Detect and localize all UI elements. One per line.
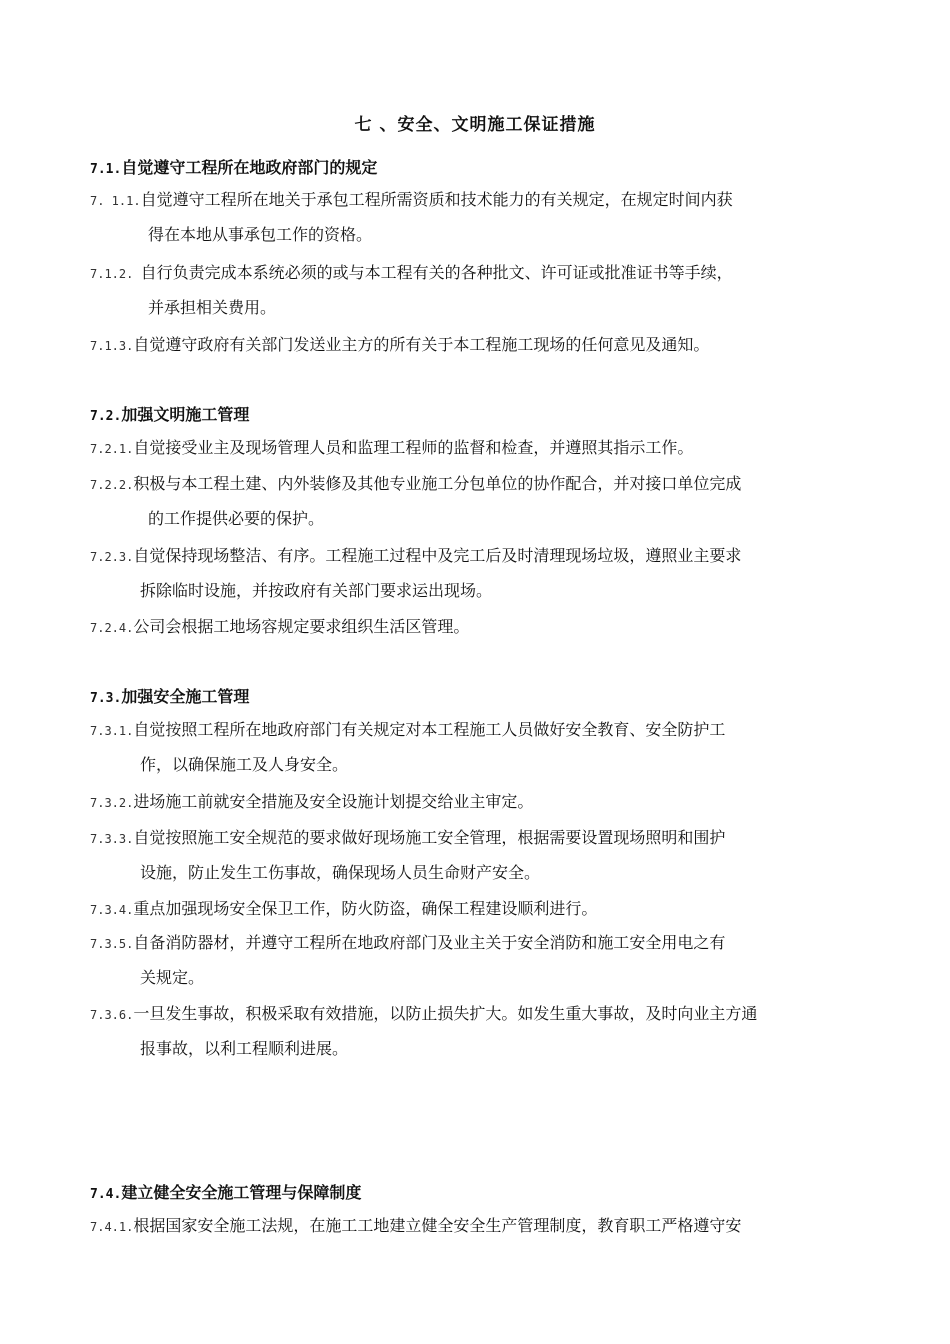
item-text-continued: 得在本地从事承包工作的资格。 [148,225,373,244]
section-heading-7-1 [90,155,377,178]
item-text: 自备消防器材，并遵守工程所在地政府部门及业主关于安全消防和施工安全用电之有 [133,933,726,952]
item-text: 自觉遵守工程所在地关于承包工程所需资质和技术能力的有关规定，在规定时间内获 [140,190,733,209]
item-number: 7.1.2. [90,267,141,281]
item-text: 根据国家安全施工法规，在施工工地建立健全安全生产管理制度，教育职工严格遵守安 [133,1216,742,1235]
item-text-continued: 设施，防止发生工伤事故，确保现场人员生命财产安全。 [140,863,541,882]
section-heading-7-2 [90,402,249,425]
item-number: 7.2.3. [90,550,134,564]
list-item-7-1-3 [90,327,862,362]
item-text: 自觉遵守政府有关部门发送业主方的所有关于本工程施工现场的任何意见及通知。 [133,335,710,354]
section-heading-7-3 [90,684,249,707]
item-text: 自觉按照施工安全规范的要求做好现场施工安全管理，根据需要设置现场照明和围护 [133,828,726,847]
item-number: 7.3.4. [90,903,134,917]
item-text: 公司会根据工地场容规定要求组织生活区管理。 [133,617,470,636]
item-number: 7.2.1. [90,442,134,456]
list-item-7-2-3 [90,538,862,608]
list-item-7-1-2 [90,255,862,325]
item-text: 自觉按照工程所在地政府部门有关规定对本工程施工人员做好安全教育、安全防护工 [133,720,726,739]
item-text-continued: 报事故，以利工程顺利进展。 [140,1039,349,1058]
list-item-7-3-5 [90,925,862,995]
item-number: 7.3.2. [90,796,134,810]
item-text-continued: 并承担相关费用。 [148,298,277,317]
list-item-7-3-2 [90,784,862,819]
list-item-7-4-1 [90,1208,862,1243]
item-text: 进场施工前就安全措施及安全设施计划提交给业主审定。 [133,792,534,811]
item-number: 7.3.3. [90,832,134,846]
item-number: 7.2.4. [90,621,134,635]
section-number: 7.2. [90,409,122,424]
item-text: 自觉接受业主及现场管理人员和监理工程师的监督和检查，并遵照其指示工作。 [133,438,694,457]
list-item-7-2-4 [90,609,862,644]
item-number: 7. 1.1. [90,194,141,208]
section-heading-text: 加强安全施工管理 [121,687,250,706]
item-text-continued: 关规定。 [140,968,205,987]
item-text: 一旦发生事故，积极采取有效措施，以防止损失扩大。如发生重大事故，及时向业主方通 [133,1004,758,1023]
list-item-7-3-1 [90,712,862,782]
item-number: 7.3.6. [90,1008,134,1022]
section-heading-text: 加强文明施工管理 [121,405,250,424]
item-number: 7.1.3. [90,339,134,353]
list-item-7-1-1 [90,182,862,252]
item-text: 自觉保持现场整洁、有序。工程施工过程中及完工后及时清理现场垃圾，遵照业主要求 [133,546,742,565]
document-title: 七 、安全、文明施工保证措施 [354,115,596,135]
list-item-7-3-3 [90,820,862,890]
item-number: 7.3.1. [90,724,134,738]
section-heading-text: 自觉遵守工程所在地政府部门的规定 [121,158,378,177]
section-number: 7.4. [90,1187,122,1202]
section-heading-text: 建立健全安全施工管理与保障制度 [121,1183,362,1202]
item-number: 7.3.5. [90,937,134,951]
item-number: 7.4.1. [90,1220,134,1234]
list-item-7-2-2 [90,466,862,536]
list-item-7-2-1 [90,430,862,465]
item-number: 7.2.2. [90,478,134,492]
section-heading-7-4 [90,1180,361,1203]
list-item-7-3-4 [90,891,862,926]
section-number: 7.3. [90,691,122,706]
item-text: 重点加强现场安全保卫工作，防火防盗，确保工程建设顺利进行。 [133,899,598,918]
section-number: 7.1. [90,162,122,177]
item-text: 自行负责完成本系统必须的或与本工程有关的各种批文、许可证或批准证书等手续， [140,263,733,282]
item-text-continued: 作，以确保施工及人身安全。 [140,755,349,774]
list-item-7-3-6 [90,996,862,1066]
item-text: 积极与本工程土建、内外装修及其他专业施工分包单位的协作配合，并对接口单位完成 [133,474,742,493]
item-text-continued: 拆除临时设施，并按政府有关部门要求运出现场。 [140,581,493,600]
item-text-continued: 的工作提供必要的保护。 [148,509,325,528]
